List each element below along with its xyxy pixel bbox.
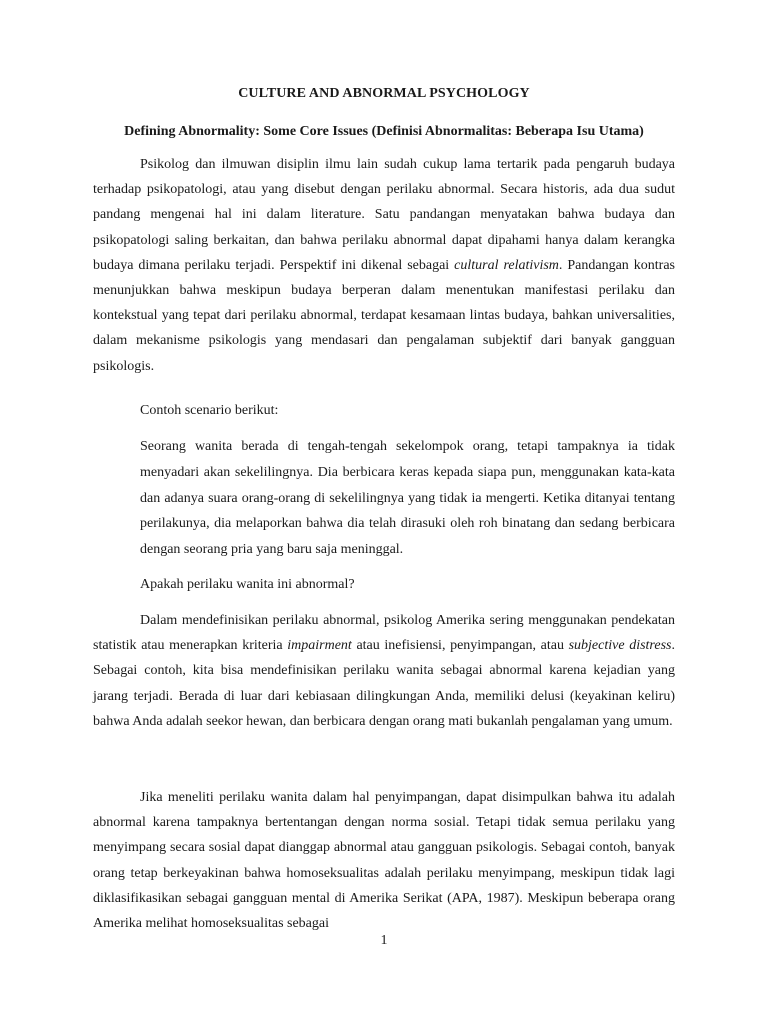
paragraph-definition-text-2: atau inefisiensi, penyimpangan, atau — [351, 638, 569, 654]
italic-term-impairment: impairment — [287, 638, 352, 654]
italic-term-subjective-distress: subjective distress — [568, 638, 672, 654]
paragraph-definition-text: Dalam mendefinisikan perilaku abnormal, psikolog Amerika sering menggunakan pendekatan statistik atau menerapkan kriteria — [93, 613, 675, 654]
paragraph-intro — [93, 152, 675, 379]
paragraph-deviance: Jika meneliti perilaku wanita dalam hal penyimpangan, dapat disimpulkan bahwa itu adalah abnormal karena tampaknya bertentangan dengan norma sosial. Tetapi tidak semua perilaku yang menyimpang secara sosial dapat dianggap abnormal atau gangguan psikologis. Sebagai contoh, banyak orang tetap berkeyakinan bahwa homoseksualitas adalah perilaku menyimpang, meskipun tidak lagi diklasifikasikan sebagai gangguan mental di Amerika Serikat (APA, 1987). Meskipun beberapa orang Amerika melihat homoseksualitas sebagai — [93, 790, 675, 932]
scenario-label: Contoh scenario berikut: — [140, 403, 279, 418]
page-number: 1 — [380, 933, 388, 948]
scenario-text: Seorang wanita berada di tengah-tengah sekelompok orang, tetapi tampaknya ia tidak menyadari akan sekelilingnya. Dia berbicara keras kepada siapa pun, menggunakan kata-kata dan adanya suara orang-orang di sekelilingnya yang tidak ia mengerti. Ketika ditanyai tentang perilakunya, dia melaporkan bahwa dia telah dirasuki oleh roh binatang dan sedang berbicara dengan seorang pria yang baru saja meninggal. — [140, 439, 675, 558]
scenario-question: Apakah perilaku wanita ini abnormal? — [140, 577, 355, 592]
italic-term-cultural-relativism: cultural relativism — [454, 257, 559, 273]
paragraph-intro-text: Psikolog dan ilmuwan disiplin ilmu lain sudah cukup lama tertarik pada pengaruh budaya terhadap psikopatologi, atau yang disebut dengan perilaku abnormal. Secara historis, ada dua sudut pandang mengenai hal ini dalam literature. Satu pandangan menyatakan bahwa budaya dan psikopatologi saling berkaitan, dan bahwa perilaku abnormal dapat dipahami hanya dalam kerangka budaya dimana perilaku terjadi. Perspektif ini dikenal sebagai — [93, 157, 675, 273]
document-title: CULTURE AND ABNORMAL PSYCHOLOGY — [238, 86, 530, 101]
paragraph-definition-text-3: . Sebagai contoh, kita bisa mendefinisikan perilaku wanita sebagai abnormal karena kejadian yang jarang terjadi. Berada di luar dari kebiasaan dilingkungan Anda, memiliki delusi (keyakinan keliru) bahwa Anda adalah seekor hewan, dan berbicara dengan orang mati bukanlah pengalaman yang umum. — [93, 638, 675, 729]
section-heading: Defining Abnormality: Some Core Issues (Definisi Abnormalitas: Beberapa Isu Utama) — [124, 124, 644, 139]
paragraph-definition — [93, 608, 675, 734]
paragraph-intro-text-cont: . Pandangan kontras menunjukkan bahwa meskipun budaya berperan dalam menentukan manifestasi perilaku dan kontekstual yang tepat dari perilaku abnormal, terdapat kesamaan lintas budaya, bahkan universalities, dalam mekanisme psikologis yang mendasari dan pengalaman subjektif dari banyak gangguan psikologis. — [93, 257, 675, 374]
